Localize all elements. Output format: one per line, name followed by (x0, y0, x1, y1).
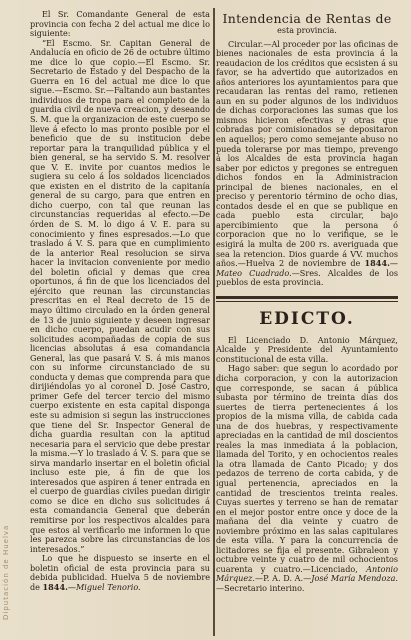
edicto-intro: El Licenciado D. Antonio Márquez, Alcalde y Presidente del Ayuntamiento constitucional de esta villa. (216, 334, 398, 364)
edicto-signature-2: José María Mendoza. (311, 573, 398, 584)
section-subheading: esta provincia. (277, 26, 337, 35)
edicto-text: Hago saber: que segun lo acordado por dicha corporacion, y con la autorizacion que corresponde, se sacan á pública subasta por término de treinta dias dos suertes de tierra pertenecientes á los propios de la misma villa, de cabida cada una de dos huebras, y respectivamente apreciadas en la cantidad de mil doscientos reales la mas inmediata á la poblacion, llamada del Torito, y en ochocientos reales la otra llamada de Canto Picado; y dos pedazos de terreno de corta cabida, y de igual pertenencia, apreciados en la cantidad de trescientos treinta reales. Cuyas suertes y terreno se han de rematar en el mejor postor entre once y doce de la mañana del dia veinte y cuatro de noviembre próximo en las salas capitulares de esta villa. Y para la concurrencia de licitadores se fija el presente. Gibraleon y octubre veinte y cuatro de mil ochocientos cuarenta y cuatro.—Licenciado, (216, 363, 398, 574)
left-paragraph-quote: “El Escmo. Sr. Capitan General de Andalucía en oficio de 26 de octubre último me dice lo que copio.—El Escmo. Sr. Secretario de Estado y del Despacho de la Guerra en 16 del actual me dice lo que sigue.—Escmo. Sr.—Faltando aun bastantes individuos de tropa para el completo de la guardia civil de nueva creacion, y deseando S. M. que la organizacion de este cuerpo se lleve á efecto lo mas pronto posible por el beneficio que de su institucion debe reportar para la tranquilidad pública y el bien general, se ha servido S. M. resolver que V. E. invite por cuantos medios le sugiera su celo á los soldados licenciados que existen en el distrito de la capitanía general de su cargo, para que entren en dicho cuerpo, con tal que reunan las circunstancias requeridas al efecto.—De órden de S. M. lo digo á V. E. para su conocimiento y fines espresados.—Lo que traslado á V. S. para que en cumplimiento de la anterior Real resolucion se sirva hacer la invitacion conveniente por medio del boletin oficial y demas que crea oportunos, á fin de que los licenciados del ejército que reunan las circunstancias prescritas en el Real decreto de 15 de mayo último circulado en la órden general de 13 de junio siguiente y deseen ingresar en dicho cuerpo, puedan acudir con sus solicitudes acompañadas de copia de sus licencias absolutas á esa comandancia General, las que pasará V. S. á mis manos con su informe circunstanciado de su conducta y demas que comprenda para que dirijiéndolas yo al coronel D. José Castro, primer Gefe del tercer tercio del mismo cuerpo existente en esta capital disponga este su admision si segun las instrucciones que tiene del Sr. Inspector General de dicha guardia resultan con la aptitud necesaria para el servicio que debe prestar la misma.—Y lo traslado á V. S. para que se sirva mandarlo insertar en el boletin oficial incluso este pie, á fin de que los interesados que aspiren á tener entrada en el cuerpo de guardias civiles puedan dirigir como se dice en dicho sus solicitudes á esta comandancia General que deberán remitirse por los respectivos alcaldes para que estos al verificarlo me informen lo que les parezca sobre las circunstancias de los interesados.” (30, 37, 210, 554)
circular-year: 1844. (364, 258, 390, 269)
section-heading: Intendencia de Rentas de (222, 11, 392, 26)
archive-stamp: Diputación de Huelva (2, 524, 10, 620)
left-paragraph-closing (30, 554, 210, 592)
edicto-paragraph (216, 364, 398, 593)
circular-text: Circular.—Al proceder por las oficinas de bienes nacionales de esta provincia á la reaudacion de los créditos que ecsisten á su favor, se ha advertido que autorizados en años anteriores los ayuntamientos para que recaudaran las rentas del ramo, retienen aun en su poder algunos de los individuos de dichas corporaciones las sumas que los mismos hicieron efectivas y otras que cobradas por comisionados se depositaron en aquellos; pero como semejante abuso no pueda tolerarse por mas tiempo, prevengo á los Alcaldes de esta provincia hagan saber por edictos y pregones se entreguen dichos fondos en la Administracion principal de bienes nacionales, en el preciso y perentorio término de ocho dias, contados desde el en que se publique en cada pueblo esta circular, bajo apercibimiento que la persona ó corporacion que no lo verifique, se le esigirá la multa de 200 rs. averiguada que sea la retencion. Dios guarde á VV. muchos años.—Huelva 2 de noviembre de (216, 38, 398, 269)
edicto-title: EDICTO. (259, 308, 355, 329)
edicto-signature-1: Antonio Márquez. (216, 563, 398, 584)
edicto-signature-role: —Secretario interino. (216, 582, 305, 593)
closing-year: 1844. (42, 581, 68, 592)
circular-signature: —Mateo Cuadrado. (216, 258, 398, 278)
circular-paragraph (216, 40, 398, 288)
left-column (30, 10, 210, 592)
section-rule-thin (216, 301, 398, 302)
circular-recipients: —Sres. Alcaldes de los pueblos de esta provincia. (216, 267, 398, 288)
edicto-attestation: —P. A. D. A.— (255, 573, 312, 584)
closing-signature: —Miguel Tenorio. (67, 581, 141, 592)
closing-text: Lo que he dispuesto se inserte en el boletin oficial de esta provincia para su debida publicidad. Huelva 5 de noviembre de (30, 553, 210, 592)
left-paragraph-intro: El Sr. Comandante General de esta provincia con fecha 2 del actual me dice lo siguiente: (30, 9, 210, 39)
section-rule-thick (216, 296, 398, 299)
right-column (216, 10, 398, 594)
column-divider (213, 8, 215, 636)
